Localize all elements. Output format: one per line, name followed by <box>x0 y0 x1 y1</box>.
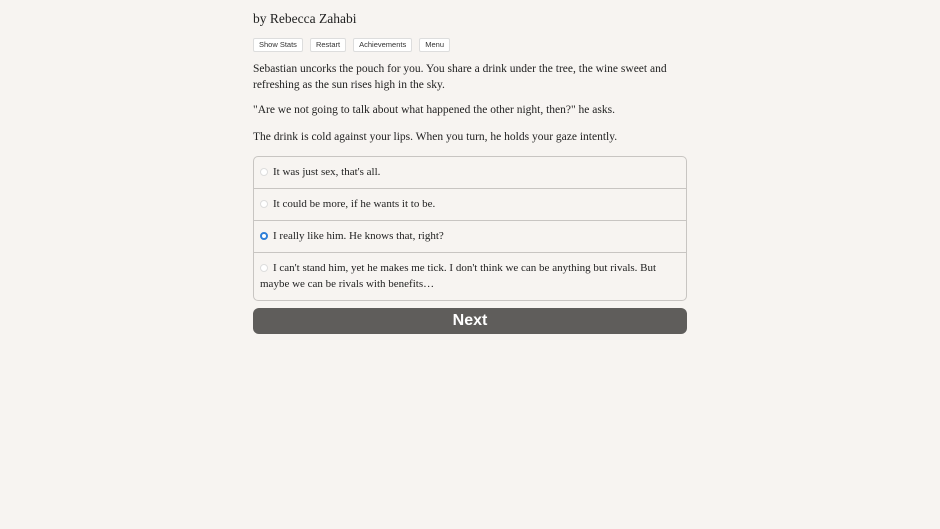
choice-label: It was just sex, that's all. <box>273 166 381 178</box>
radio-button-selected[interactable] <box>260 232 268 240</box>
choice-label: I really like him. He knows that, right? <box>273 230 444 242</box>
story-paragraph: The drink is cold against your lips. When you turn, he holds your gaze intently. <box>253 131 618 143</box>
choice-option[interactable] <box>254 252 686 300</box>
story-paragraph: Sebastian uncorks the pouch for you. You share a drink under the tree, the wine sweet and refreshing as the sun rises high in the sky. <box>253 63 667 91</box>
menu-button[interactable]: Menu <box>419 38 450 52</box>
show-stats-button[interactable]: Show Stats <box>253 38 303 52</box>
author-byline: by Rebecca Zahabi <box>253 11 357 26</box>
choice-list <box>253 156 687 301</box>
choice-label: I can't stand him, yet he makes me tick. I don't think we can be anything but rivals. But maybe we can be rivals with benefits… <box>260 262 657 290</box>
radio-button[interactable] <box>260 200 268 208</box>
radio-button[interactable] <box>260 168 268 176</box>
toolbar <box>253 38 450 52</box>
story-paragraph: "Are we not going to talk about what happened the other night, then?" he asks. <box>253 104 615 116</box>
choice-option[interactable] <box>254 157 686 188</box>
choice-option[interactable] <box>254 188 686 220</box>
choice-option[interactable] <box>254 220 686 252</box>
next-button[interactable]: Next <box>253 308 687 334</box>
achievements-button[interactable]: Achievements <box>353 38 412 52</box>
restart-button[interactable]: Restart <box>310 38 346 52</box>
choice-label: It could be more, if he wants it to be. <box>273 198 436 210</box>
radio-button[interactable] <box>260 264 268 272</box>
